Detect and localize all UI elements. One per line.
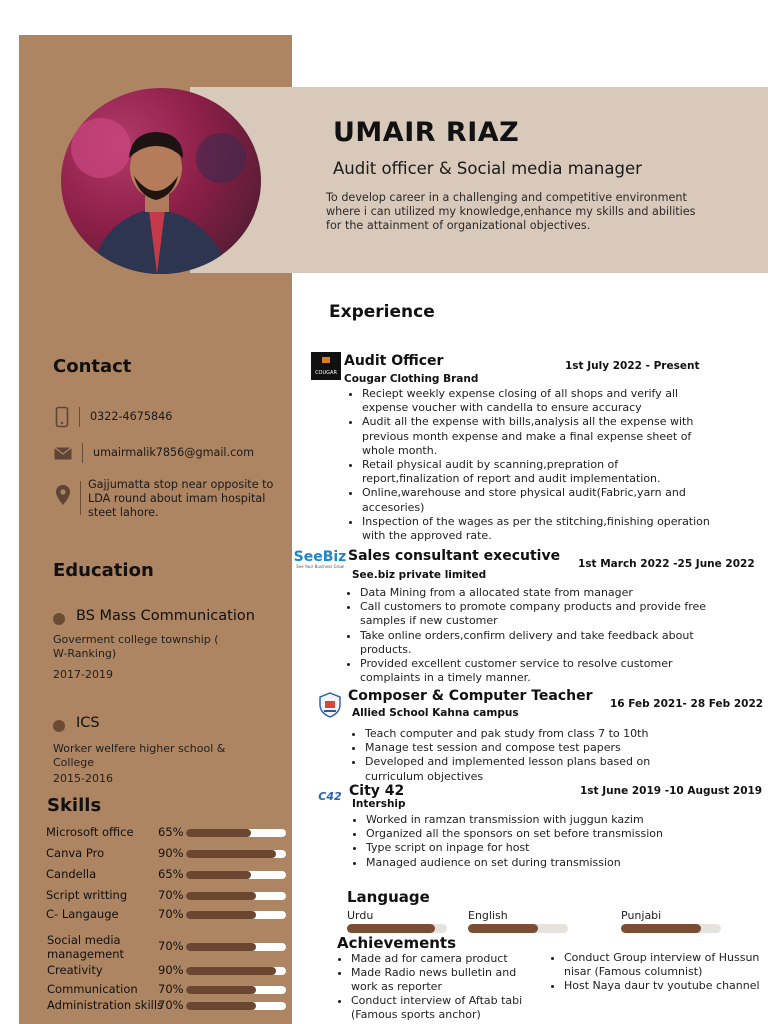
language-bar-fill — [621, 924, 701, 933]
education-years: 2015-2016 — [53, 772, 113, 785]
duty-item: • Audit all the expense with bills,analysis all the expense with previous month expense and make a final expense sheet of whole month. — [362, 415, 714, 458]
job-org: Allied School Kahna campus — [352, 707, 519, 719]
skill-bar-track — [186, 871, 286, 879]
city42-logo — [315, 788, 345, 804]
profile-illustration — [61, 88, 261, 274]
seebiz-logo-text: SeeBiz — [293, 548, 347, 565]
duty-item: • Data Mining from a allocated state from manager — [360, 586, 714, 600]
achievement-item: • Made ad for camera product — [351, 952, 535, 966]
candidate-role: Audit officer & Social media manager — [333, 159, 642, 178]
skill-bar-fill — [186, 892, 256, 900]
skill-name: Canva Pro — [46, 846, 105, 860]
divider — [79, 407, 80, 427]
cougar-logo-text: COUGAR — [315, 370, 337, 376]
skill-percent: 90% — [158, 846, 184, 860]
achievements-heading: Achievements — [337, 934, 457, 952]
duty-item: • Worked in ramzan transmission with juggun kazim — [366, 813, 718, 827]
education-degree: ICS — [76, 715, 100, 731]
job-title: Sales consultant executive — [348, 548, 561, 564]
skill-percent: 70% — [158, 907, 184, 921]
skill-bar-fill — [186, 871, 251, 879]
skill-percent: 90% — [158, 963, 184, 977]
duty-item: • Developed and implemented lesson plans based on curriculum objectives — [365, 755, 707, 783]
profile-photo — [61, 88, 261, 274]
job-title: Composer & Computer Teacher — [348, 688, 593, 704]
bullet-dot — [53, 613, 65, 625]
duty-item: • Retail physical audit by scanning,prepration of report,finalization of report and audit implementation. — [362, 458, 714, 486]
job-duties — [348, 813, 718, 870]
skill-name: C- Langauge — [46, 907, 119, 921]
skill-name: Administration skills — [47, 998, 164, 1012]
language-name: Punjabi — [621, 909, 662, 922]
candidate-name: UMAIR RIAZ — [333, 117, 520, 148]
duty-item: • Take online orders,confirm delivery and take feedback about products. — [360, 629, 714, 657]
skill-bar-fill — [186, 850, 276, 858]
skills-heading: Skills — [47, 795, 102, 816]
education-degree: BS Mass Communication — [76, 608, 255, 624]
job-date: 1st July 2022 - Present — [565, 360, 700, 372]
language-heading: Language — [347, 888, 430, 906]
skill-name: Creativity — [47, 963, 103, 977]
duty-item: • Call customers to promote company products and provide free samples if new customer — [360, 600, 714, 628]
language-bar-track — [621, 924, 721, 933]
language-name: Urdu — [347, 909, 374, 922]
language-name: English — [468, 909, 508, 922]
achievement-item: • Conduct interview of Aftab tabi (Famous sports anchor) — [351, 994, 535, 1022]
cougar-logo-mark — [322, 357, 330, 363]
skill-bar-track — [186, 1002, 286, 1010]
skill-percent: 65% — [158, 867, 184, 881]
skill-percent: 70% — [158, 939, 184, 953]
skill-name: Microsoft office — [46, 825, 134, 839]
job-org: See.biz private limited — [352, 569, 487, 581]
seebiz-logo — [292, 548, 348, 570]
job-date: 1st June 2019 -10 August 2019 — [580, 785, 763, 797]
skill-percent: 70% — [158, 998, 184, 1012]
achievements-left — [335, 952, 535, 1022]
language-bar-fill — [347, 924, 435, 933]
location-pin-icon — [56, 485, 70, 505]
duty-item: • Inspection of the wages as per the stitching,finishing operation with the approved rate. — [362, 515, 714, 543]
education-years: 2017-2019 — [53, 668, 113, 681]
contact-email: umairmalik7856@gmail.com — [93, 446, 254, 459]
job-date: 16 Feb 2021- 28 Feb 2022 — [610, 698, 764, 710]
skill-bar-track — [186, 911, 286, 919]
divider — [82, 443, 83, 463]
duty-item: • Organized all the sponsors on set before transmission — [366, 827, 718, 841]
skill-bar-fill — [186, 829, 251, 837]
job-date: 1st March 2022 -25 June 2022 — [578, 558, 755, 570]
email-icon — [54, 447, 72, 460]
phone-icon — [55, 406, 69, 428]
achievement-item: • Conduct Group interview of Hussun nisar (Famous columnist) — [564, 951, 766, 979]
skill-percent: 65% — [158, 825, 184, 839]
achievements-right — [548, 951, 766, 993]
skill-bar-track — [186, 986, 286, 994]
experience-heading: Experience — [329, 302, 435, 322]
duty-item: • Provided excellent customer service to resolve customer complaints in a timely manner. — [360, 657, 714, 685]
duty-item: • Manage test session and compose test papers — [365, 741, 707, 755]
contact-address: Gajjumatta stop near opposite to LDA round about imam hospital steet lahore. — [88, 478, 274, 519]
duty-item: • Type script on inpage for host — [366, 841, 718, 855]
job-duties — [344, 387, 714, 543]
skill-bar-fill — [186, 943, 256, 951]
skill-bar-track — [186, 829, 286, 837]
skill-bar-fill — [186, 1002, 256, 1010]
contact-phone: 0322-4675846 — [90, 410, 173, 423]
duty-item: • Managed audience on set during transmission — [366, 856, 718, 870]
skill-name: Social media management — [47, 933, 125, 961]
seebiz-tagline: See Your Business Grow — [296, 563, 344, 569]
job-title: City 42 — [349, 783, 405, 799]
job-org: Cougar Clothing Brand — [344, 373, 479, 385]
job-duties — [347, 727, 707, 784]
skill-bar-track — [186, 967, 286, 975]
career-objective: To develop career in a challenging and competitive environment where i can utilized my knowledge,enhance my skills and abilities for the attainment of organizational objectives. — [326, 191, 696, 233]
language-bar-track — [468, 924, 568, 933]
education-school: Worker welfere higher school & College — [53, 742, 226, 769]
achievement-item: • Host Naya daur tv youtube channel — [564, 979, 766, 993]
duty-item: • Teach computer and pak study from class 7 to 10th — [365, 727, 707, 741]
job-duties — [342, 586, 714, 685]
language-bar-fill — [468, 924, 538, 933]
city42-logo-text: C42 — [318, 789, 342, 803]
skill-bar-track — [186, 892, 286, 900]
skill-bar-fill — [186, 967, 276, 975]
duty-item: • Online,warehouse and store physical audit(Fabric,yarn and accesories) — [362, 486, 714, 514]
skill-bar-track — [186, 943, 286, 951]
education-heading: Education — [53, 560, 154, 581]
skill-name: Communication — [47, 982, 138, 996]
skill-bar-fill — [186, 911, 256, 919]
job-title: Audit Officer — [344, 353, 444, 369]
bullet-dot — [53, 720, 65, 732]
skill-name: Candella — [46, 867, 97, 881]
job-org: Intership — [352, 798, 406, 810]
skill-name: Script writting — [46, 888, 128, 902]
header-band — [190, 87, 768, 273]
language-bar-track — [347, 924, 447, 933]
allied-school-logo — [318, 692, 342, 718]
education-school: Goverment college township ( W-Ranking) — [53, 633, 219, 660]
achievement-item: • Made Radio news bulletin and work as reporter — [351, 966, 535, 994]
skill-percent: 70% — [158, 888, 184, 902]
skill-percent: 70% — [158, 982, 184, 996]
cougar-logo — [311, 352, 341, 380]
duty-item: • Reciept weekly expense closing of all shops and verify all expense voucher with candella to ensure accuracy — [362, 387, 714, 415]
skill-bar-track — [186, 850, 286, 858]
skill-bar-fill — [186, 986, 256, 994]
contact-heading: Contact — [53, 356, 132, 377]
divider — [80, 481, 81, 515]
